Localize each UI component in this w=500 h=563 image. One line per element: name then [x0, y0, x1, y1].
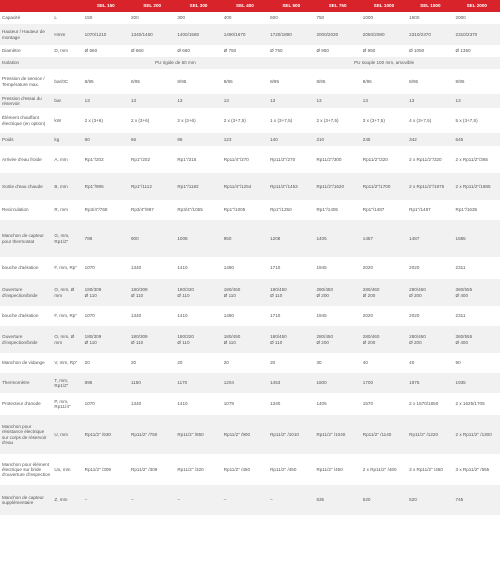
value-cell: 1410: [175, 393, 221, 415]
value-cell: 8/95: [175, 69, 221, 94]
value-cell: Rp11/2" /309: [129, 454, 175, 485]
value-cell: 1208: [268, 220, 314, 257]
value-cell: Rp1"/215: [175, 146, 221, 173]
table-row: [0, 146, 500, 173]
value-cell: 2050/2080: [361, 24, 407, 45]
value-cell: 1720/1890: [268, 24, 314, 45]
value-cell: Rp11/2" /320: [175, 454, 221, 485]
value-cell: 90: [454, 353, 500, 373]
row-unit: F, mm, Rp": [52, 257, 82, 279]
value-cell: 280/460 Ø 200: [361, 326, 407, 353]
row-label: Ouverture d'inspection/bride: [0, 326, 52, 353]
value-cell: 123: [222, 133, 268, 146]
value-cell: –: [222, 485, 268, 515]
value-cell: 4 x (3+7,5): [407, 108, 453, 133]
value-cell: 60: [83, 133, 129, 146]
value-cell: 200: [129, 12, 175, 24]
value-cell: 3 x Rp11/2" /555: [454, 454, 500, 485]
value-cell: 13: [129, 94, 175, 108]
value-cell: Ø 660: [175, 45, 221, 57]
value-cell: 20: [129, 353, 175, 373]
value-cell: 300: [175, 12, 221, 24]
value-cell: –: [129, 485, 175, 515]
model-header: SEL 400: [222, 0, 268, 12]
value-cell: 20: [175, 353, 221, 373]
value-cell: 1490/1670: [222, 24, 268, 45]
row-label: bouche d'aération: [0, 306, 52, 326]
value-cell: Rp11/2"/1453: [268, 173, 314, 200]
value-cell: Rp11/2"/1620: [314, 173, 360, 200]
table-row: [0, 94, 500, 108]
value-cell: 2020: [361, 306, 407, 326]
table-row: [0, 108, 500, 133]
value-cell: 30: [314, 353, 360, 373]
value-cell: 1480: [222, 306, 268, 326]
row-unit: Z, mm: [52, 485, 82, 515]
value-cell: Rp1"/995: [83, 173, 129, 200]
value-cell: 360/555 Ø 400: [454, 279, 500, 306]
row-unit: bar/0C: [52, 69, 82, 94]
value-cell: 1070: [83, 393, 129, 415]
row-label: Sortie d'eau chaude: [0, 173, 52, 200]
row-unit: Hmm: [52, 24, 82, 45]
value-cell: Ø 560: [83, 45, 129, 57]
value-cell: 1500: [407, 12, 453, 24]
value-cell: 180/309 Ø 110: [83, 279, 129, 306]
row-unit: [52, 57, 82, 69]
value-cell: 1710: [268, 257, 314, 279]
value-cell: 1340: [129, 257, 175, 279]
value-cell: Rp11/2" /450: [268, 454, 314, 485]
value-cell: 2020: [361, 257, 407, 279]
value-cell: Rp11/2" /1220: [407, 415, 453, 454]
value-cell: 8/95: [361, 69, 407, 94]
value-cell: 180/450 Ø 110: [222, 279, 268, 306]
blank-header: [0, 0, 52, 12]
row-unit: O, mm, Ø mm: [52, 326, 82, 353]
header-row: [0, 0, 500, 12]
value-cell: –: [268, 485, 314, 515]
model-header: SEL 1000: [361, 0, 407, 12]
value-cell: 2 x (3+7,5): [314, 108, 360, 133]
row-unit: O, mm, Ø mm: [52, 279, 82, 306]
value-cell: 1570: [361, 393, 407, 415]
table-row: [0, 200, 500, 220]
model-header: SEL 150: [83, 0, 129, 12]
value-cell: 180/320 Ø 110: [175, 279, 221, 306]
value-cell: 8/95: [407, 69, 453, 94]
row-label: Élément chauffant électrique (en option): [0, 108, 52, 133]
row-unit: bar: [52, 94, 82, 108]
value-cell: Rp3/4"/768: [83, 200, 129, 220]
value-cell: 745: [454, 485, 500, 515]
value-cell: Rp1"/1250: [268, 200, 314, 220]
row-unit: kW: [52, 108, 82, 133]
value-cell: 1008: [175, 220, 221, 257]
value-cell: 2 x (3+6): [129, 108, 175, 133]
value-cell: 13: [407, 94, 453, 108]
row-label: Protecteur d'anode: [0, 393, 52, 415]
value-cell: 2000: [454, 12, 500, 24]
value-cell: 1405: [314, 220, 360, 257]
value-cell: 1000: [361, 12, 407, 24]
value-cell: Ø 750: [268, 45, 314, 57]
value-cell: 40: [407, 353, 453, 373]
value-cell: 8/95: [454, 69, 500, 94]
row-unit: D, mm: [52, 45, 82, 57]
value-cell: Ø 950: [314, 45, 360, 57]
value-cell: 280/450 Ø 200: [314, 326, 360, 353]
value-cell: 8/95: [268, 69, 314, 94]
insulation-soft: PU souple 100 mm, amovible: [268, 57, 500, 69]
value-cell: Rp11/2" /630: [83, 415, 129, 454]
value-cell: 1340: [129, 306, 175, 326]
value-cell: Rp11/2" /309: [83, 454, 129, 485]
insulation-rigid: PU rigide de 50 mm: [83, 57, 268, 69]
table-row: [0, 12, 500, 24]
value-cell: 40: [361, 353, 407, 373]
value-cell: Rp3/4"/1055: [175, 200, 221, 220]
row-label: Arrivée d'eau froide: [0, 146, 52, 173]
value-cell: 20: [83, 353, 129, 373]
value-cell: 1487: [407, 220, 453, 257]
value-cell: 1410: [175, 257, 221, 279]
row-label: Recirculation: [0, 200, 52, 220]
value-cell: 520: [407, 485, 453, 515]
value-cell: 1079: [222, 393, 268, 415]
row-label: Diamètre: [0, 45, 52, 57]
value-cell: 1340: [129, 393, 175, 415]
value-cell: 788: [83, 220, 129, 257]
value-cell: Rp11/2"/270: [268, 146, 314, 173]
model-header: SEL 750: [314, 0, 360, 12]
row-unit: T, mm, Rp1/2": [52, 373, 82, 393]
value-cell: 1070: [83, 257, 129, 279]
value-cell: 13: [175, 94, 221, 108]
row-label: Thermomètre: [0, 373, 52, 393]
value-cell: 1400/1580: [175, 24, 221, 45]
value-cell: 1975: [407, 373, 453, 393]
value-cell: Rp11/4"/270: [222, 146, 268, 173]
value-cell: 1070: [83, 306, 129, 326]
table-row: [0, 306, 500, 326]
row-unit: Uo, mm: [52, 454, 82, 485]
value-cell: 2020: [407, 306, 453, 326]
value-cell: 1410: [175, 306, 221, 326]
value-cell: –: [83, 485, 129, 515]
value-cell: 2311: [454, 257, 500, 279]
value-cell: 8/95: [83, 69, 129, 94]
value-cell: 1480: [222, 257, 268, 279]
table-row: [0, 415, 500, 454]
value-cell: Rp1"/202: [129, 146, 175, 173]
value-cell: 180/309 Ø 110: [129, 326, 175, 353]
row-label: Hauteur / Hauteur de montage: [0, 24, 52, 45]
value-cell: Rp11/2"/320: [361, 146, 407, 173]
model-header: SEL 300: [175, 0, 221, 12]
table-row: [0, 257, 500, 279]
value-cell: 1945: [314, 306, 360, 326]
model-header: SEL 500: [268, 0, 314, 12]
row-unit: G, mm, Rp1/2": [52, 220, 82, 257]
value-cell: Ø 750: [222, 45, 268, 57]
value-cell: 280/460 Ø 200: [361, 279, 407, 306]
value-cell: 1405: [314, 393, 360, 415]
value-cell: 180/309 Ø 110: [83, 326, 129, 353]
value-cell: Rp11/2" /850: [175, 415, 221, 454]
value-cell: 2 x Rp11/2" /1300: [454, 415, 500, 454]
value-cell: 13: [454, 94, 500, 108]
value-cell: 13: [268, 94, 314, 108]
value-cell: 2 x Rp11/2" /460: [361, 454, 407, 485]
value-cell: 1935: [454, 373, 500, 393]
row-label: Ouverture d'inspection/bride: [0, 279, 52, 306]
value-cell: Rp11/2" /900: [222, 415, 268, 454]
value-cell: Rp11/2" /750: [129, 415, 175, 454]
value-cell: 280/460 Ø 200: [407, 326, 453, 353]
value-cell: 245: [361, 133, 407, 146]
row-unit: kg: [52, 133, 82, 146]
value-cell: 180/450 Ø 110: [222, 326, 268, 353]
row-label: Poids: [0, 133, 52, 146]
value-cell: 1070/1210: [83, 24, 129, 45]
row-unit: F, mm, Rp": [52, 306, 82, 326]
value-cell: 535: [314, 485, 360, 515]
value-cell: 3 x Rp11/2" /460: [407, 454, 453, 485]
value-cell: 280/460 Ø 200: [407, 279, 453, 306]
value-cell: 2 x (3+6): [175, 108, 221, 133]
value-cell: 2310/2370: [454, 24, 500, 45]
value-cell: Rp1"/1487: [361, 200, 407, 220]
value-cell: 13: [361, 94, 407, 108]
value-cell: Rp11/2" /450: [314, 454, 360, 485]
value-cell: Rp11/2" /1010: [268, 415, 314, 454]
value-cell: 13: [222, 94, 268, 108]
value-cell: 8/95: [129, 69, 175, 94]
value-cell: 2 x Rp11/2"/365: [454, 146, 500, 173]
model-header: SEL 200: [129, 0, 175, 12]
value-cell: 180/320 Ø 110: [175, 326, 221, 353]
table-row: [0, 353, 500, 373]
value-cell: 2 x 1625/1705: [454, 393, 500, 415]
table-row: [0, 57, 500, 69]
value-cell: 1600: [314, 373, 360, 393]
table-row: [0, 454, 500, 485]
table-row: [0, 279, 500, 306]
value-cell: 8/95: [222, 69, 268, 94]
value-cell: 210: [314, 133, 360, 146]
row-unit: U, mm: [52, 415, 82, 454]
blank-header: [52, 0, 82, 12]
value-cell: Ø 1050: [407, 45, 453, 57]
value-cell: Rp1"/1487: [407, 200, 453, 220]
value-cell: 1340/1460: [129, 24, 175, 45]
value-cell: 1204: [222, 373, 268, 393]
value-cell: 645: [454, 133, 500, 146]
value-cell: 13: [83, 94, 129, 108]
value-cell: 1487: [361, 220, 407, 257]
value-cell: 1945: [314, 257, 360, 279]
value-cell: 2 x (3+6): [83, 108, 129, 133]
value-cell: Rp11/2" /1040: [314, 415, 360, 454]
value-cell: Rp1"/202: [83, 146, 129, 173]
value-cell: 2 x 1570/1650: [407, 393, 453, 415]
value-cell: 1 x (3+7,5): [268, 108, 314, 133]
value-cell: 1170: [175, 373, 221, 393]
value-cell: 400: [222, 12, 268, 24]
value-cell: 66: [129, 133, 175, 146]
row-unit: A, mm: [52, 146, 82, 173]
row-unit: V, mm, Rp": [52, 353, 82, 373]
value-cell: 2 x Rp11/2"/1885: [454, 173, 500, 200]
value-cell: 20: [268, 353, 314, 373]
row-unit: P, mm, Rp11/4": [52, 393, 82, 415]
value-cell: 8/95: [314, 69, 360, 94]
value-cell: 3 x (3+7,5): [361, 108, 407, 133]
value-cell: 2310/2370: [407, 24, 453, 45]
value-cell: 2020: [407, 257, 453, 279]
value-cell: Rp1"/1005: [222, 200, 268, 220]
value-cell: 2000/2030: [314, 24, 360, 45]
value-cell: 13: [314, 94, 360, 108]
value-cell: 360/555 Ø 400: [454, 326, 500, 353]
value-cell: 2 x Rp11/2"/1975: [407, 173, 453, 200]
row-unit: L: [52, 12, 82, 24]
value-cell: 342: [407, 133, 453, 146]
value-cell: 140: [268, 133, 314, 146]
table-row: [0, 373, 500, 393]
value-cell: –: [175, 485, 221, 515]
value-cell: 280/450 Ø 200: [314, 279, 360, 306]
model-header: SEL 2000: [454, 0, 500, 12]
value-cell: Rp3/4"/987: [129, 200, 175, 220]
row-unit: R, mm: [52, 200, 82, 220]
value-cell: 895: [83, 373, 129, 393]
table-row: [0, 220, 500, 257]
value-cell: 2 x (3+7,5): [222, 108, 268, 133]
value-cell: 20: [222, 353, 268, 373]
row-unit: B, mm: [52, 173, 82, 200]
value-cell: 1710: [268, 306, 314, 326]
table-row: [0, 393, 500, 415]
value-cell: 180/450 Ø 110: [268, 279, 314, 306]
value-cell: Ø 660: [129, 45, 175, 57]
value-cell: 150: [83, 12, 129, 24]
value-cell: Ø 950: [361, 45, 407, 57]
row-label: Manchon de capteur pour thermostat: [0, 220, 52, 257]
value-cell: 500: [268, 12, 314, 24]
value-cell: 1340: [268, 393, 314, 415]
value-cell: 180/309 Ø 110: [129, 279, 175, 306]
table-row: [0, 24, 500, 45]
value-cell: Rp1"/1405: [314, 200, 360, 220]
row-label: Manchon de vidange: [0, 353, 52, 373]
value-cell: 1700: [361, 373, 407, 393]
table-row: [0, 133, 500, 146]
value-cell: Ø 1350: [454, 45, 500, 57]
value-cell: Rp11/2"/300: [314, 146, 360, 173]
value-cell: Rp11/2" /1140: [361, 415, 407, 454]
value-cell: 1685: [454, 220, 500, 257]
value-cell: Rp1"/1112: [129, 173, 175, 200]
value-cell: Rp1"/1182: [175, 173, 221, 200]
value-cell: 1150: [129, 373, 175, 393]
table-row: [0, 45, 500, 57]
row-label: Manchon de capteur supplémentaire: [0, 485, 52, 515]
table-row: [0, 485, 500, 515]
table-row: [0, 326, 500, 353]
value-cell: 86: [175, 133, 221, 146]
table-row: [0, 173, 500, 200]
row-label: Isolation: [0, 57, 52, 69]
value-cell: 520: [361, 485, 407, 515]
row-label: Manchon pour élément électrique sur bride d'ouverture d'inspection: [0, 454, 52, 485]
model-header: SEL 1500: [407, 0, 453, 12]
value-cell: 2 x Rp11/2"/320: [407, 146, 453, 173]
row-label: Pression de service / Température max.: [0, 69, 52, 94]
value-cell: Rp11/2" /450: [222, 454, 268, 485]
row-label: Manchon pour résistance électrique sur corps de réservoir d'eau: [0, 415, 52, 454]
value-cell: 180/450 Ø 110: [268, 326, 314, 353]
value-cell: Rp1"/1635: [454, 200, 500, 220]
table-row: [0, 69, 500, 94]
value-cell: 5 x (3+7,5): [454, 108, 500, 133]
row-label: Pression d'essai du réservoir: [0, 94, 52, 108]
value-cell: Rp11/4"/1254: [222, 173, 268, 200]
row-label: bouche d'aération: [0, 257, 52, 279]
value-cell: 2311: [454, 306, 500, 326]
value-cell: 950: [222, 220, 268, 257]
value-cell: 900: [129, 220, 175, 257]
value-cell: 1453: [268, 373, 314, 393]
value-cell: Rp11/2"/1700: [361, 173, 407, 200]
row-label: Capacité: [0, 12, 52, 24]
value-cell: 750: [314, 12, 360, 24]
